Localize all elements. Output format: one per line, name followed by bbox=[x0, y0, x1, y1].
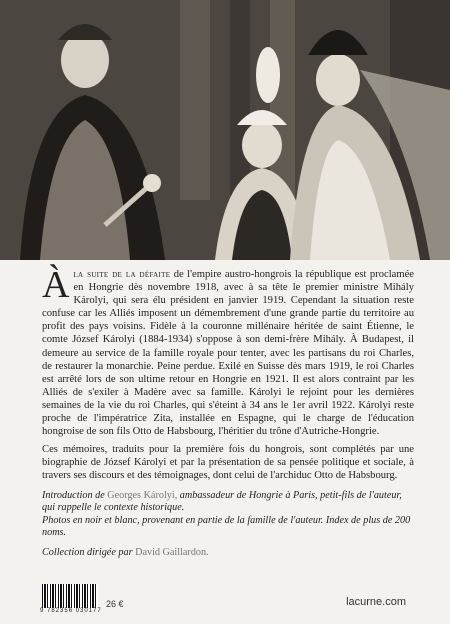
collection-credit bbox=[42, 547, 414, 560]
intro-paragraph bbox=[42, 264, 414, 438]
intro-smallcaps: la suite de la défaite bbox=[73, 269, 171, 280]
barcode bbox=[42, 584, 98, 608]
intro-credit bbox=[42, 490, 414, 515]
collection-credit-prefix: Collection dirigée par bbox=[42, 546, 136, 558]
intro-text: de l'empire austro-hongrois la république est proclamée en Hongrie dès novembre 1918, avec à sa tête le premier ministre Mihály Károlyi, qui sera élu président en janvier 1919. Cependant la situation reste confuse car les Alliés imposent un démembrement d'une grande partie du territoire au profit des pays voisins. Fidèle à la couronne millénaire héritée de saint Étienne, le comte József Károlyi (1884-1934) s'oppose à son demi-frère Mihály. À Budapest, il demeure au service de la famille royale pour tenter, avec les partisans du roi Charles, de restaurer la monarchie. Peine perdue. Exilé en Suisse dès mars 1919, le roi Charles est arrêté lors de son ultime retour en Hongrie en 1921. Il est alors contraint par les Alliés de s'exiler à Madère avec sa famille. Károlyi le rejoint pour les dernières semaines de la vie du roi Charles, qui s'éteint à 34 ans le 1er avril 1922. Károlyi reste proche de l'impératrice Zita, installée en Espagne, qui le charge de l'éducation hongroise de son fils Otto de Habsbourg, l'héritier du trône d'Autriche-Hongrie. bbox=[42, 269, 414, 438]
photos-credit: Photos en noir et blanc, provenant en partie de la famille de l'auteur. Index de plus de 200 noms. bbox=[42, 514, 411, 539]
publisher-url: lacurne.com bbox=[346, 596, 406, 608]
barcode-number: 9 782356 030177 bbox=[40, 608, 102, 614]
cover-photo bbox=[0, 0, 450, 260]
coronation-photo-icon bbox=[0, 0, 450, 260]
intro-credit-prefix: Introduction de bbox=[42, 489, 108, 501]
intro-credit-suffix: ambassadeur de Hongrie à Paris, petit-fils de l'auteur, qui rappelle le contexte historique. bbox=[42, 489, 402, 514]
dropcap: À bbox=[42, 264, 70, 306]
intro-credit-name: Georges Károlyi, bbox=[107, 489, 178, 501]
price: 26 € bbox=[106, 599, 124, 609]
memoires-paragraph: Ces mémoires, traduits pour la première fois du hongrois, sont complétés par une biographie de József Károlyi et par la présentation de sa pensée politique et sociale, à travers ses discours et des témoignages, dont celui de l'archiduc Otto de Habsbourg. bbox=[42, 444, 414, 482]
back-cover-text bbox=[42, 264, 414, 559]
collection-credit-name: David Gaillardon. bbox=[135, 546, 209, 558]
